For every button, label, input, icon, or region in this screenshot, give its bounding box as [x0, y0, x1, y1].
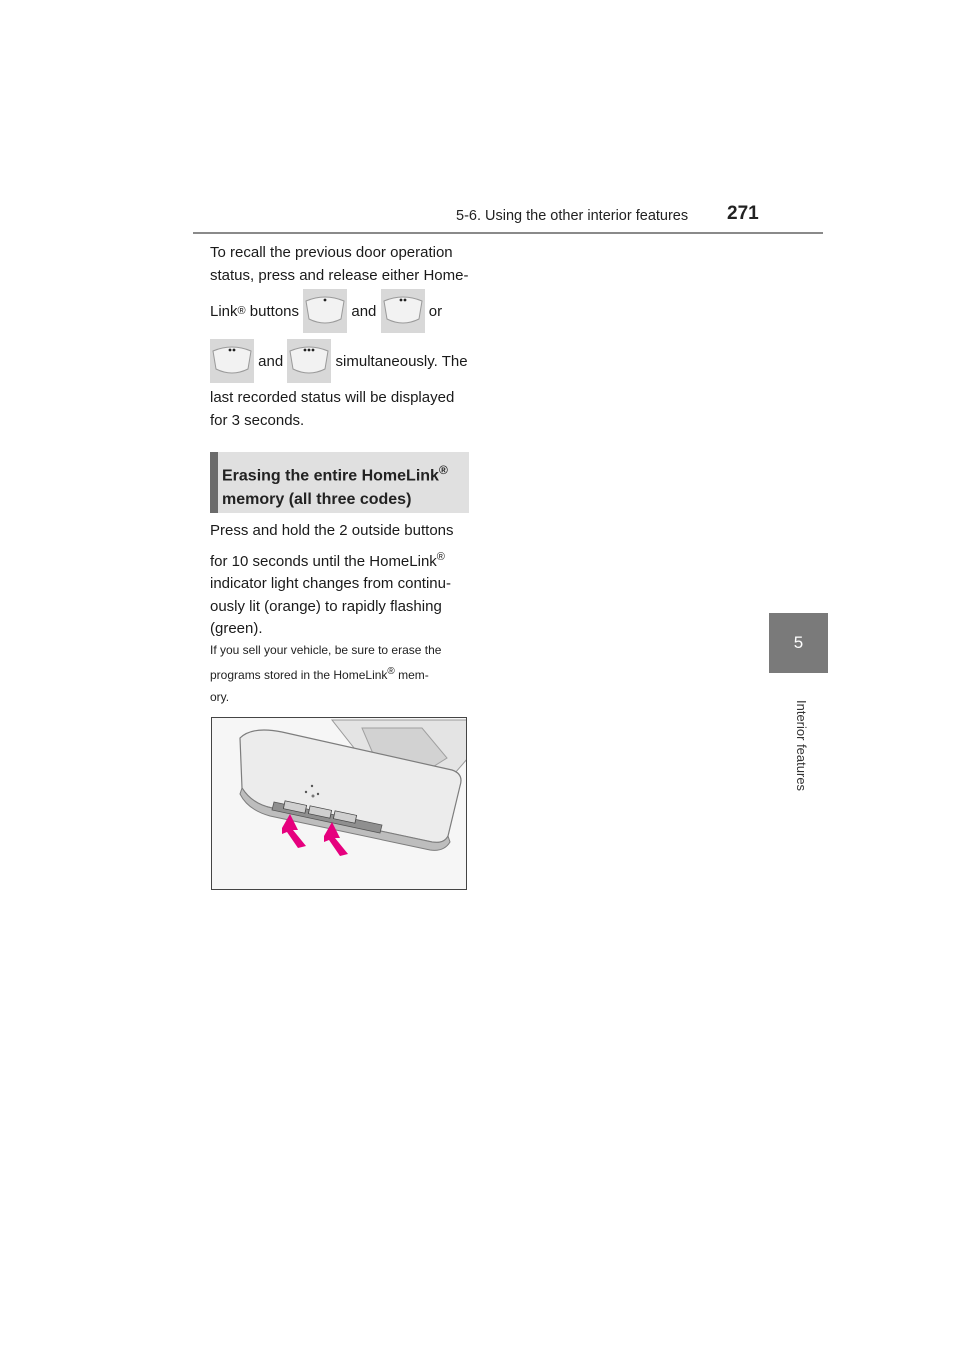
recall-paragraph: [210, 242, 472, 432]
heading-line: memory (all three codes): [222, 491, 412, 509]
heading-line: Erasing the entire HomeLink®: [222, 463, 448, 485]
text-line: for 10 seconds until the HomeLink®: [210, 550, 445, 570]
erase-paragraph: [210, 520, 472, 641]
homelink-button-3-icon: [287, 339, 331, 383]
chapter-number: 5: [793, 633, 804, 652]
note-paragraph: [210, 639, 472, 708]
registered-mark: ®: [237, 305, 246, 317]
text-line: Press and hold the 2 outside buttons: [210, 522, 454, 539]
text-line: To recall the previous door operation: [210, 244, 453, 261]
homelink-button-1-icon: [303, 289, 347, 333]
text-fragment: simultaneously. The: [331, 352, 468, 370]
registered-mark: ®: [436, 550, 445, 563]
text-line: ously lit (orange) to rapidly flashing: [210, 597, 442, 615]
text-fragment: buttons: [245, 302, 304, 320]
chapter-title: Interior features: [794, 700, 809, 792]
text-fragment: Link: [210, 302, 238, 320]
text-line: ory.: [210, 690, 230, 704]
rearview-mirror-illustration: [211, 717, 467, 890]
page-number: 271: [727, 203, 759, 224]
text-line: programs stored in the HomeLink® mem-: [210, 666, 429, 682]
text-fragment: and: [254, 352, 288, 370]
text-fragment: and: [347, 302, 381, 320]
header-divider: [193, 232, 823, 234]
mirror-drawing: [212, 718, 467, 890]
section-heading: [210, 452, 469, 513]
text-line: last recorded status will be displayed: [210, 389, 455, 406]
text-line: status, press and release either Home-: [210, 266, 469, 284]
homelink-button-2-icon: [210, 339, 254, 383]
text-line: for 3 seconds.: [210, 411, 305, 429]
chapter-tab: [769, 613, 828, 673]
section-title: 5-6. Using the other interior features: [456, 208, 689, 224]
text-line: If you sell your vehicle, be sure to erase the: [210, 643, 442, 657]
registered-mark: ®: [438, 463, 448, 477]
text-line: indicator light changes from continu-: [210, 575, 451, 592]
text-line: (green).: [210, 620, 263, 637]
text-fragment: or: [424, 302, 443, 320]
homelink-button-2-icon: [381, 289, 425, 333]
registered-mark: ®: [387, 666, 395, 677]
